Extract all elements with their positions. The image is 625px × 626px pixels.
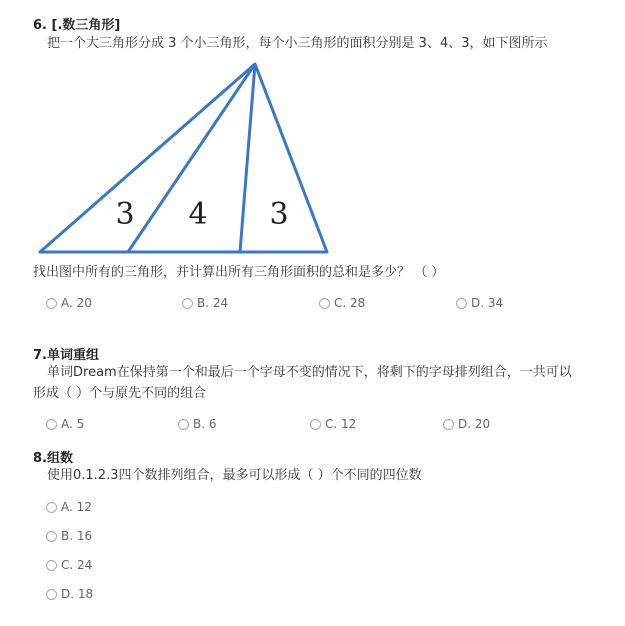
- q8-option-a[interactable]: [46, 500, 92, 514]
- radio-icon[interactable]: [310, 419, 321, 430]
- radio-icon[interactable]: [443, 419, 454, 430]
- radio-icon[interactable]: [456, 298, 467, 309]
- option-label: B. 24: [197, 296, 229, 310]
- radio-icon[interactable]: [178, 419, 189, 430]
- q6-option-b[interactable]: [182, 296, 228, 310]
- q7-text: [33, 362, 593, 404]
- area-label-1: 3: [115, 197, 135, 232]
- option-label: D. 18: [61, 587, 94, 601]
- triangle-figure: [0, 0, 625, 260]
- q7-title: 7.单词重组: [33, 348, 99, 363]
- q7-option-d[interactable]: [443, 417, 490, 431]
- area-label-3: 3: [269, 197, 289, 232]
- option-label: D. 20: [458, 417, 491, 431]
- radio-icon[interactable]: [46, 531, 57, 542]
- q8-option-c[interactable]: [46, 558, 92, 572]
- option-label: C. 24: [61, 558, 93, 572]
- q7-line2: 形成（ ）个与原先不同的组合: [33, 386, 207, 401]
- q6-title: 6. [.数三角形]: [33, 18, 121, 33]
- q8-text: [33, 465, 593, 486]
- q7-line1: 单词Dream在保持第一个和最后一个字母不变的情况下，将剩下的字母排列组合，一共可以: [47, 365, 572, 380]
- q6-option-c[interactable]: [319, 296, 365, 310]
- q8-option-d[interactable]: [46, 587, 93, 601]
- q6-option-a[interactable]: [46, 296, 92, 310]
- radio-icon[interactable]: [182, 298, 193, 309]
- q8-text-content: 使用0.1.2.3四个数排列组合，最多可以形成（ ）个不同的四位数: [47, 468, 422, 483]
- divider-line-2: [240, 64, 255, 252]
- option-label: D. 34: [471, 296, 504, 310]
- q7-option-c[interactable]: [310, 417, 356, 431]
- area-label-2: 4: [188, 197, 208, 232]
- option-label: A. 20: [61, 296, 92, 310]
- option-label: C. 12: [325, 417, 357, 431]
- option-label: C. 28: [334, 296, 366, 310]
- radio-icon[interactable]: [46, 419, 57, 430]
- radio-icon[interactable]: [46, 298, 57, 309]
- q6-question: 找出图中所有的三角形，并计算出所有三角形面积的总和是多少？ （ ）: [33, 265, 445, 280]
- radio-icon[interactable]: [46, 502, 57, 513]
- radio-icon[interactable]: [46, 560, 57, 571]
- option-label: A. 5: [61, 417, 85, 431]
- q8-title: 8.组数: [33, 451, 73, 466]
- option-label: B. 16: [61, 529, 93, 543]
- option-label: A. 12: [61, 500, 92, 514]
- q6-option-d[interactable]: [456, 296, 503, 310]
- radio-icon[interactable]: [46, 589, 57, 600]
- radio-icon[interactable]: [319, 298, 330, 309]
- option-label: B. 6: [193, 417, 217, 431]
- q6-intro-text: 把一个大三角形分成 3 个小三角形，每个小三角形的面积分别是 3、4、3，如下图所示: [47, 36, 548, 51]
- q8-option-b[interactable]: [46, 529, 92, 543]
- q7-option-a[interactable]: [46, 417, 84, 431]
- q7-option-b[interactable]: [178, 417, 217, 431]
